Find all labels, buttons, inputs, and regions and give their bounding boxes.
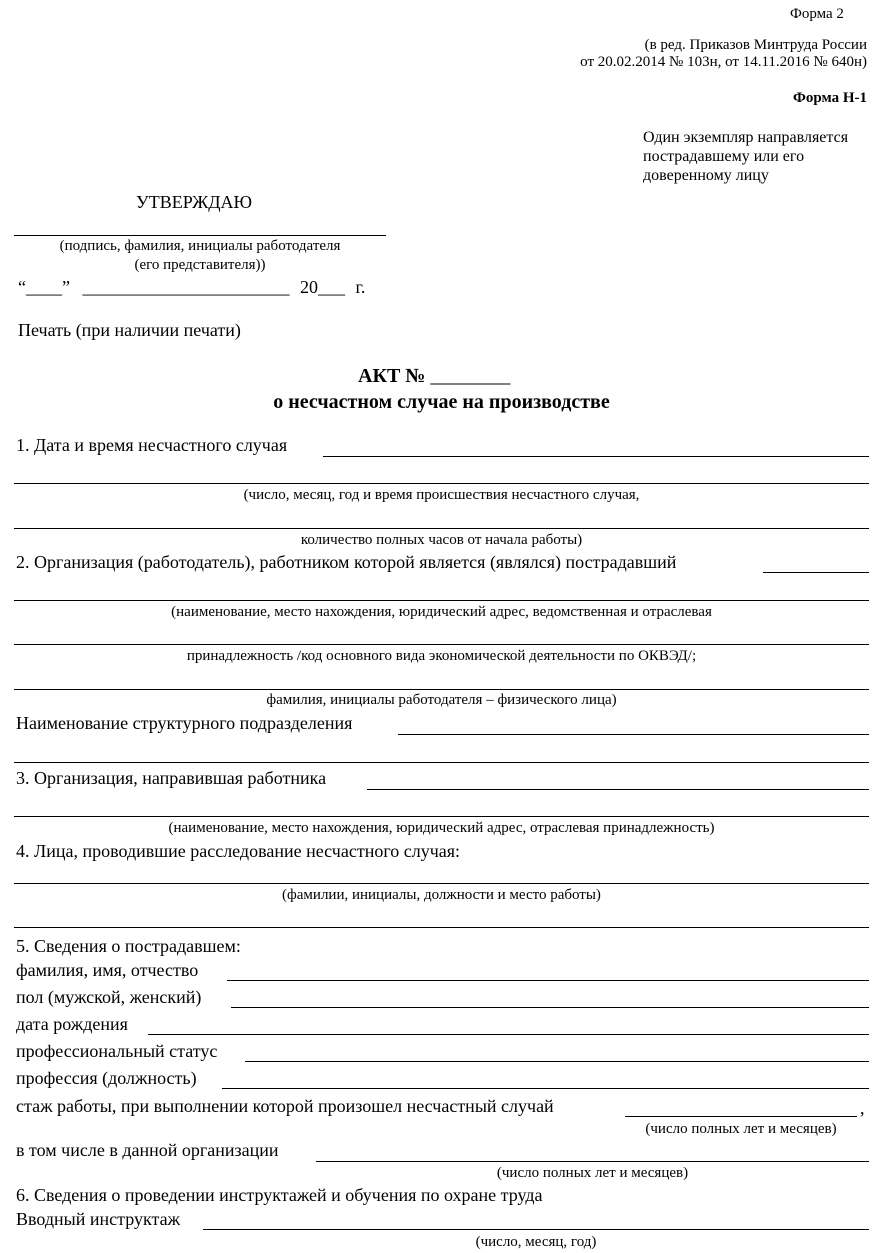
date-day-blank[interactable]: ____	[26, 277, 62, 297]
s5-sex-field[interactable]	[231, 1007, 869, 1008]
s5-status-label: профессиональный статус	[16, 1041, 218, 1061]
s2-sub-field[interactable]	[398, 734, 869, 735]
stamp-label: Печать (при наличии печати)	[18, 320, 241, 340]
s6-label: 6. Сведения о проведении инструктажей и обучения по охране труда	[16, 1185, 543, 1205]
s5-fio-label: фамилия, имя, отчество	[16, 960, 199, 980]
s3-hint: (наименование, место нахождения, юридический адрес, отраслевая принадлежность)	[168, 820, 715, 836]
s1-field[interactable]	[323, 456, 869, 457]
approval-date[interactable]	[18, 277, 365, 298]
amendment-line-1: (в ред. Приказов Минтруда России	[644, 37, 867, 53]
s3-field[interactable]	[367, 789, 869, 790]
s2-sub-label: Наименование структурного подразделения	[16, 713, 353, 733]
s5-org-experience-hint: (число полных лет и месяцев)	[496, 1165, 689, 1181]
s5-experience-hint: (число полных лет и месяцев)	[645, 1121, 837, 1137]
s5-status-field[interactable]	[245, 1061, 869, 1062]
s2-field-3[interactable]	[14, 644, 869, 645]
form-number: Форма 2	[790, 6, 844, 22]
date-year-suffix: г.	[355, 277, 366, 297]
copy-note-line-3: доверенному лицу	[643, 167, 769, 184]
s2-field-4[interactable]	[14, 689, 869, 690]
amendment-line-2: от 20.02.2014 № 103н, от 14.11.2016 № 640н)	[580, 54, 867, 70]
date-close-quote: ”	[62, 277, 70, 297]
s3-field-2[interactable]	[14, 816, 869, 817]
s4-hint: (фамилии, инициалы, должности и место работы)	[282, 887, 601, 903]
signature-line[interactable]	[14, 235, 386, 236]
s1-hint-1: (число, месяц, год и время происшествия несчастного случая,	[243, 487, 640, 503]
s5-experience-field[interactable]	[625, 1116, 857, 1117]
s2-label: 2. Организация (работодатель), работником которой является (являлся) пострадавший	[16, 552, 677, 572]
s4-label: 4. Лица, проводившие расследование несчастного случая:	[16, 841, 461, 861]
s2-field-2[interactable]	[14, 600, 869, 601]
s4-field-2[interactable]	[14, 927, 869, 928]
s5-profession-label: профессия (должность)	[16, 1068, 197, 1088]
s1-label: 1. Дата и время несчастного случая	[16, 435, 288, 455]
s5-org-experience-field[interactable]	[316, 1161, 869, 1162]
s2-sub-field-2[interactable]	[14, 762, 869, 763]
date-month-blank[interactable]: _______________________	[82, 277, 290, 297]
s1-field-3[interactable]	[14, 528, 869, 529]
signature-caption-1: (подпись, фамилия, инициалы работодателя	[59, 238, 341, 254]
signature-caption-2: (его представителя))	[134, 257, 266, 273]
s4-field[interactable]	[14, 883, 869, 884]
s6-intro-hint: (число, месяц, год)	[475, 1234, 597, 1250]
act-title	[358, 365, 510, 388]
s5-sex-label: пол (мужской, женский)	[16, 987, 202, 1007]
s2-field[interactable]	[763, 572, 869, 573]
s1-field-2[interactable]	[14, 483, 869, 484]
s5-fio-field[interactable]	[227, 980, 869, 981]
s6-intro-field[interactable]	[203, 1229, 869, 1230]
copy-note-line-1: Один экземпляр направляется	[643, 129, 849, 146]
date-year-prefix: 20	[300, 277, 318, 297]
s2-hint-2: принадлежность /код основного вида экономической деятельности по ОКВЭД/;	[186, 648, 697, 664]
s1-hint-2: количество полных часов от начала работы)	[300, 532, 583, 548]
act-subtitle: о несчастном случае на производстве	[273, 391, 610, 413]
s5-birth-field[interactable]	[148, 1034, 869, 1035]
approve-label: УТВЕРЖДАЮ	[136, 192, 253, 212]
date-year-blank[interactable]: ___	[318, 277, 345, 297]
copy-note-line-2: пострадавшему или его	[643, 148, 805, 165]
s2-hint-3: фамилия, инициалы работодателя – физического лица)	[266, 692, 617, 708]
s5-org-experience-label: в том числе в данной организации	[16, 1140, 279, 1160]
s2-hint-1: (наименование, место нахождения, юридический адрес, ведомственная и отраслевая	[171, 604, 712, 620]
s5-profession-field[interactable]	[222, 1088, 869, 1089]
s5-label: 5. Сведения о пострадавшем:	[16, 936, 241, 956]
s6-intro-label: Вводный инструктаж	[16, 1209, 181, 1229]
s3-label: 3. Организация, направившая работника	[16, 768, 327, 788]
form-code: Форма Н-1	[792, 90, 867, 106]
act-number-blank[interactable]: ________	[430, 365, 511, 387]
s5-experience-label: стаж работы, при выполнении которой произошел несчастный случай	[16, 1096, 554, 1116]
s5-experience-comma: ,	[860, 1098, 865, 1118]
act-label: АКТ №	[358, 365, 426, 387]
s5-birth-label: дата рождения	[16, 1014, 128, 1034]
date-open-quote: “	[18, 277, 26, 297]
